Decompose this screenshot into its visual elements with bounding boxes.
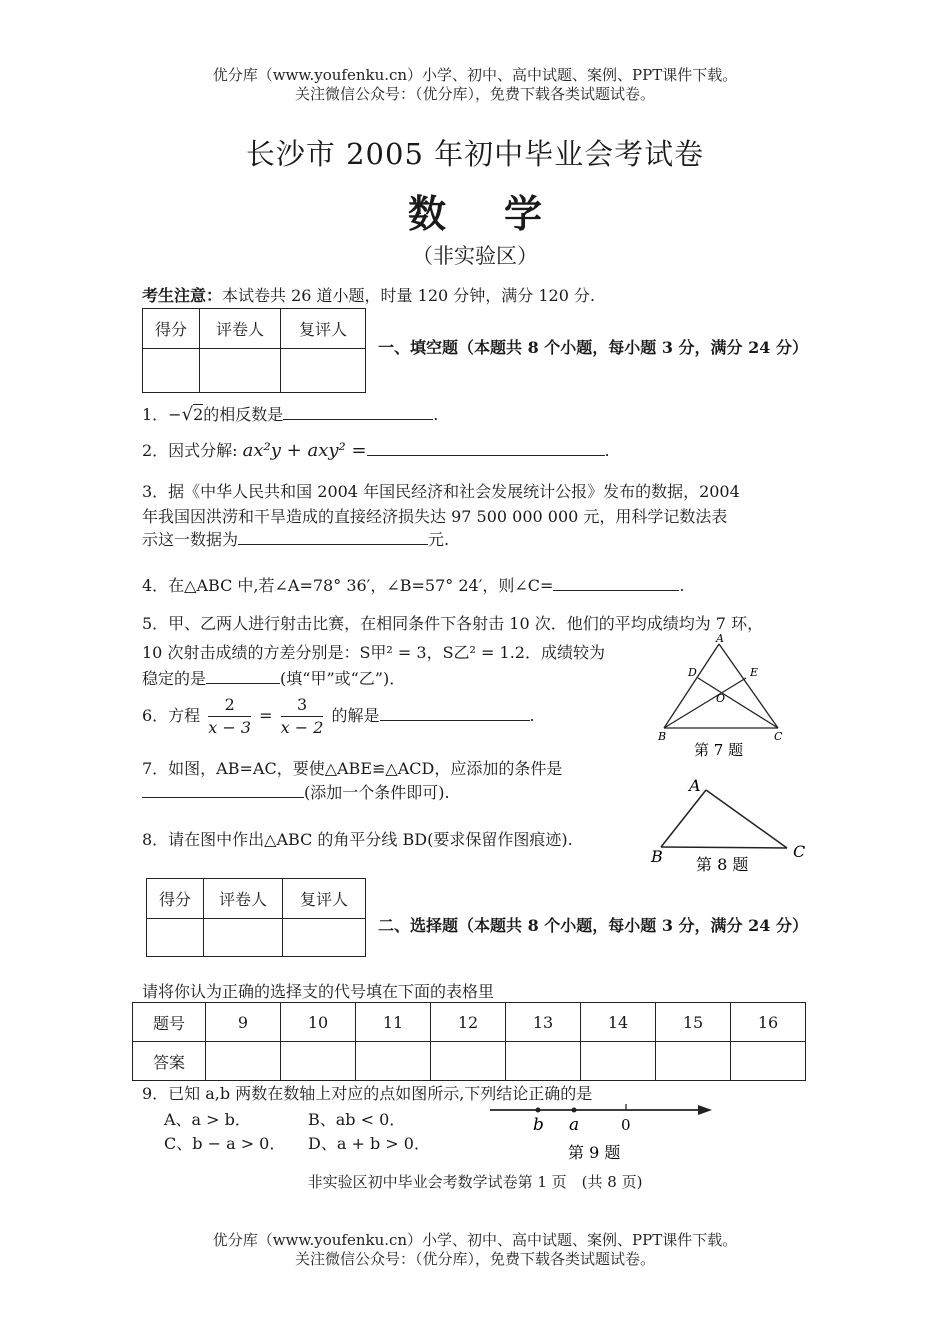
q4-answer-blank[interactable] (553, 574, 679, 591)
q5-line-1: 5．甲、乙两人进行射击比赛，在相同条件下各射击 10 次．他们的平均成绩均为 7 环， (142, 614, 764, 633)
fig7-label-o: O (716, 692, 726, 705)
grader-cell[interactable] (204, 919, 283, 957)
fig9-label-a: a (569, 1115, 580, 1135)
subject-title: 数学 (407, 191, 600, 236)
question-number-cell: 16 (731, 1003, 806, 1042)
q1-text: 的相反数是 (203, 405, 284, 424)
reviewer-cell[interactable] (281, 349, 366, 393)
q6-prefix: 6．方程 (142, 706, 201, 725)
section-2-heading: 二、选择题（本题共 8 个小题，每小题 3 分，满分 24 分） (378, 916, 808, 935)
reviewer-cell[interactable] (283, 919, 366, 957)
answer-header: 答案 (133, 1042, 206, 1081)
q3-line-1: 3．据《中华人民共和国 2004 年国民经济和社会发展统计公报》发布的数据，2004 (142, 482, 740, 501)
q2-prefix: 2．因式分解: (142, 441, 238, 460)
answer-cell[interactable] (581, 1042, 656, 1081)
q7-line-1: 7．如图，AB=AC，要使△ABE≌△ACD，应添加的条件是 (142, 759, 563, 778)
fig8-label-c: C (793, 842, 806, 861)
score-cell[interactable] (147, 919, 204, 957)
question-9-stem: 9．已知 a,b 两数在数轴上对应的点如图所示,下列结论正确的是 (142, 1084, 593, 1103)
figure-9 (488, 1100, 718, 1168)
zone-label: （非实验区） (412, 244, 538, 268)
grader-cell[interactable] (200, 349, 281, 393)
q7-answer-blank[interactable] (142, 781, 304, 798)
footer-line-1: 优分库（www.youfenku.cn）小学、初中、高中试题、案例、PPT课件下载。 (212, 1231, 738, 1249)
section-1-heading: 一、填空题（本题共 8 个小题，每小题 3 分，满分 24 分） (378, 338, 808, 357)
question-number-cell: 13 (506, 1003, 581, 1042)
fig8-caption: 第 8 题 (696, 855, 749, 874)
answer-cell[interactable] (356, 1042, 431, 1081)
fig7-label-a: A (716, 632, 724, 645)
score-table-2 (146, 878, 366, 957)
notice (142, 284, 595, 308)
point-b (536, 1108, 541, 1113)
answer-cell[interactable] (731, 1042, 806, 1081)
q6-fraction-1: $\frac{2}{x - 3}$ (208, 695, 252, 737)
figure-7 (650, 632, 800, 760)
question-2: 2．因式分解: ax²y + axy² = . (142, 440, 610, 461)
q7-line-2 (142, 781, 450, 805)
question-number-cell: 15 (656, 1003, 731, 1042)
fig8-label-a: A (689, 776, 701, 795)
q6-fraction-2: $\frac{3}{x - 2}$ (280, 695, 324, 737)
fig9-label-zero: 0 (621, 1116, 631, 1134)
q4-text: 4．在△ABC 中,若∠A=78° 36′，∠B=57° 24′，则∠C= (142, 576, 554, 595)
header-line-1: 优分库（www.youfenku.cn）小学、初中、高中试题、案例、PPT课件下载。 (212, 66, 738, 84)
footer-line-2: 关注微信公众号：（优分库），免费下载各类试题试卷。 (294, 1250, 655, 1268)
answer-table (132, 1002, 806, 1081)
notice-text: 本试卷共 26 道小题，时量 120 分钟，满分 120 分. (222, 286, 596, 305)
question-8: 8．请在图中作出△ABC 的角平分线 BD(要求保留作图痕迹). (142, 830, 573, 849)
q9-option-d[interactable]: D、a + b > 0． (308, 1134, 430, 1153)
answer-cell[interactable] (506, 1042, 581, 1081)
q6-answer-blank[interactable] (380, 704, 530, 721)
fig9-label-b: b (533, 1115, 544, 1135)
grader-header: 评卷人 (200, 309, 281, 349)
q2-answer-blank[interactable] (367, 439, 605, 456)
score-cell[interactable] (143, 349, 200, 393)
q5-line-3 (142, 667, 405, 691)
q2-expression: ax²y + axy² = (242, 440, 367, 461)
question-6: 6．方程 $\frac{2}{x - 3}$ = $\frac{3}{x - 2}$ 的解是 . (142, 695, 535, 737)
q9-option-a[interactable]: A、a > b． (164, 1110, 251, 1129)
q5-suffix: (填“甲”或“乙”)． (280, 669, 406, 688)
fig9-caption: 第 9 题 (568, 1143, 621, 1162)
q3-answer-blank[interactable] (238, 528, 428, 545)
header-line-2: 关注微信公众号：（优分库），免费下载各类试题试卷。 (294, 85, 655, 103)
answer-cell[interactable] (281, 1042, 356, 1081)
q5-prefix: 稳定的是 (142, 669, 207, 688)
q7-suffix: (添加一个条件即可). (304, 783, 450, 802)
fig7-label-b: B (658, 730, 667, 743)
page-footer: 非实验区初中毕业会考数学试卷第 1 页 (共 8 页) (307, 1173, 643, 1191)
q5-line-2: 10 次射击成绩的方差分别是：S甲² = 3，S乙² = 1.2．成绩较为 (142, 643, 605, 662)
q3-line-3 (142, 528, 449, 552)
score-table-1 (142, 308, 366, 393)
fig7-label-e: E (750, 666, 759, 679)
reviewer-header: 复评人 (283, 879, 366, 919)
answer-cell[interactable] (656, 1042, 731, 1081)
q9-option-c[interactable]: C、b − a > 0． (164, 1134, 286, 1153)
question-number-cell: 10 (281, 1003, 356, 1042)
q3-suffix: 元. (428, 530, 450, 549)
answer-cell[interactable] (431, 1042, 506, 1081)
q1-prefix: 1．− (142, 405, 182, 424)
question-number-cell: 11 (356, 1003, 431, 1042)
reviewer-header: 复评人 (281, 309, 366, 349)
grader-header: 评卷人 (204, 879, 283, 919)
q9-option-b[interactable]: B、ab < 0． (308, 1110, 406, 1129)
notice-label: 考生注意： (142, 286, 223, 305)
q6-suffix: 的解是 (331, 706, 380, 725)
score-header: 得分 (143, 309, 200, 349)
question-number-header: 题号 (133, 1003, 206, 1042)
question-number-cell: 14 (581, 1003, 656, 1042)
fig7-caption: 第 7 题 (694, 741, 744, 759)
answer-table-intro: 请将你认为正确的选择支的代号填在下面的表格里 (142, 982, 495, 1001)
question-1: 1．−√2的相反数是 . (142, 404, 439, 425)
number-line-arrow-icon (698, 1105, 712, 1115)
figure-8 (645, 776, 815, 876)
q5-answer-blank[interactable] (206, 667, 280, 684)
q3-line-2: 年我国因洪涝和干旱造成的直接经济损失达 97 500 000 000 元，用科学记数法表 (142, 507, 728, 526)
fig7-label-d: D (688, 666, 697, 679)
fig7-label-c: C (774, 730, 783, 743)
question-4: 4．在△ABC 中,若∠A=78° 36′，∠B=57° 24′，则∠C= . (142, 576, 685, 595)
answer-cell[interactable] (206, 1042, 281, 1081)
question-number-cell: 12 (431, 1003, 506, 1042)
point-a (572, 1108, 577, 1113)
q6-equals: = (259, 706, 273, 725)
q3-prefix: 示这一数据为 (142, 530, 239, 549)
q1-radicand: 2 (193, 405, 204, 424)
exam-title: 长沙市 2005 年初中毕业会考试卷 (245, 137, 705, 171)
q1-answer-blank[interactable] (283, 403, 433, 420)
question-number-cell: 9 (206, 1003, 281, 1042)
fig8-label-b: B (651, 847, 663, 866)
score-header: 得分 (147, 879, 204, 919)
